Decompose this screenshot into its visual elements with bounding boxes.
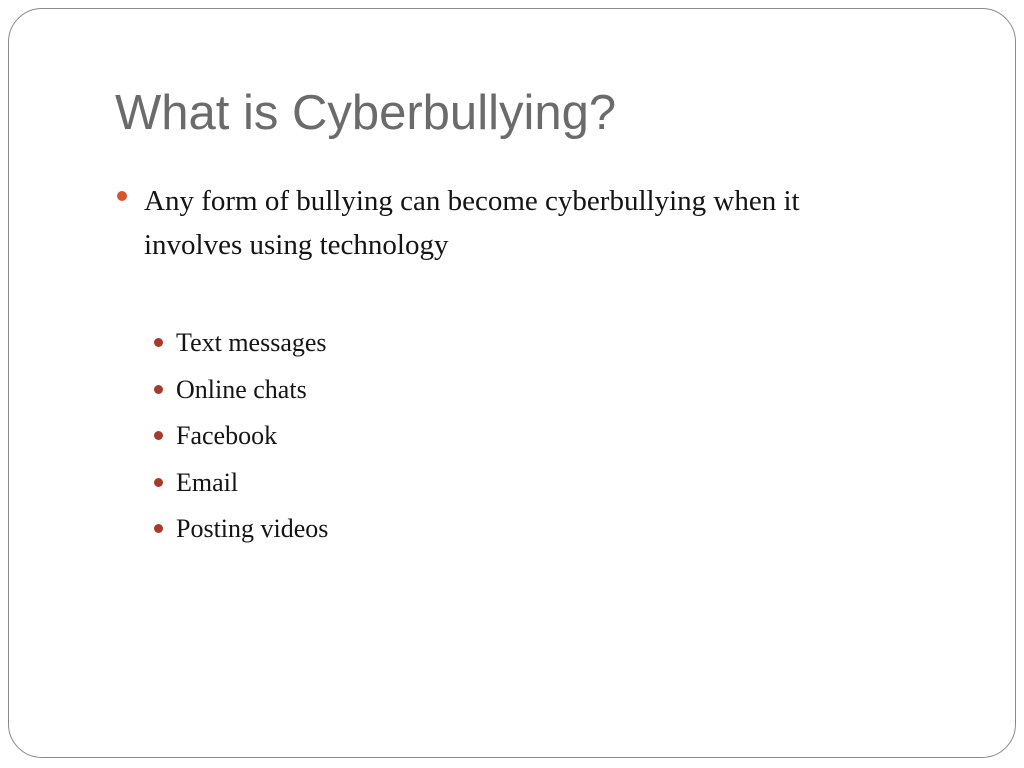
main-bullet-text: Any form of bullying can become cyberbullying when it involves using technology bbox=[144, 185, 800, 261]
sub-bullet-posting-videos bbox=[154, 511, 328, 558]
slide-frame bbox=[8, 8, 1016, 758]
bullet-dot-icon bbox=[154, 478, 163, 487]
bullet-dot-icon bbox=[154, 524, 163, 533]
sub-bullet-list bbox=[154, 325, 328, 558]
slide-title: What is Cyberbullying? bbox=[115, 86, 617, 140]
sub-bullet-online-chats bbox=[154, 372, 328, 419]
main-bullet-item bbox=[117, 179, 897, 267]
bullet-dot-icon bbox=[154, 385, 163, 394]
sub-bullet-label: Facebook bbox=[176, 421, 278, 450]
sub-bullet-label: Posting videos bbox=[176, 514, 329, 543]
sub-bullet-label: Email bbox=[176, 467, 239, 497]
sub-bullet-facebook bbox=[154, 418, 328, 465]
sub-bullet-text-messages bbox=[154, 325, 328, 372]
sub-bullet-email bbox=[154, 465, 328, 512]
bullet-dot-icon bbox=[117, 191, 127, 201]
sub-bullet-label: Online chats bbox=[176, 374, 307, 404]
bullet-dot-icon bbox=[154, 338, 163, 347]
sub-bullet-label: Text messages bbox=[176, 328, 327, 357]
bullet-dot-icon bbox=[154, 431, 163, 440]
